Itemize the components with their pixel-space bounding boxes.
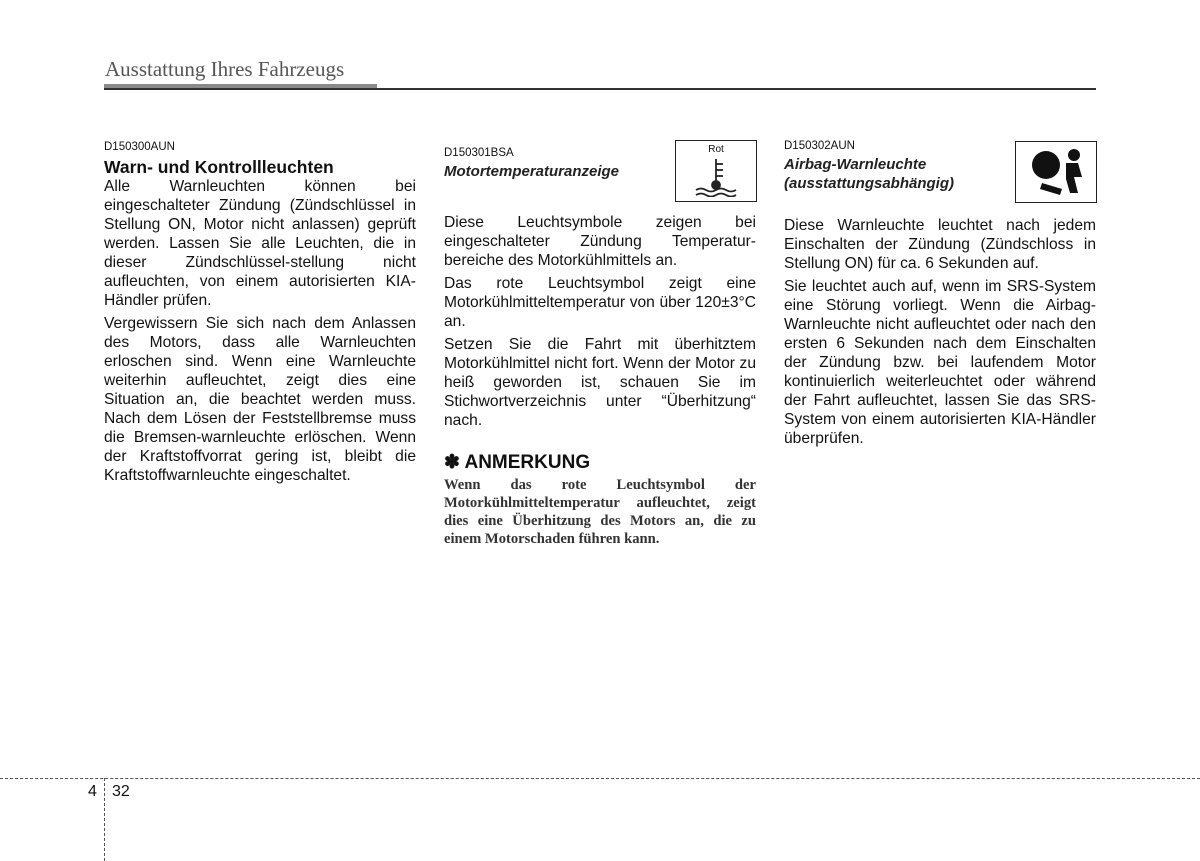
footer-rule xyxy=(0,778,1200,779)
airbag-warning-indicator xyxy=(1015,141,1097,203)
paragraph: Alle Warnleuchten können bei eingeschalteter Zündung (Zündschlüssel in Stellung ON, Motor nicht anlassen) geprüft werden. Lassen Sie alle Leuchten, die in dieser Zündschlüssel-stellung nicht aufleuchten, von einem autorisierten KIA-Händler prüfen. xyxy=(104,178,416,309)
paragraph: Diese Leuchtsymbole zeigen bei eingeschalteter Zündung Temperatur-bereiche des Motorkühlmittels an. xyxy=(444,214,756,269)
note-title: ✽ ANMERKUNG xyxy=(444,452,591,473)
section-heading: Motortemperaturanzeige xyxy=(444,163,620,180)
note-text: Wenn das rote Leuchtsymbol der Motorkühlmitteltemperatur aufleuchtet, zeigt dies eine Überhitzung des Motors an, die zu einem Motorschaden führen kann. xyxy=(444,477,756,547)
paragraph: Setzen Sie die Fahrt mit überhitztem Motorkühlmittel nicht fort. Wenn der Motor zu heiß geworden ist, schauen Sie im Stichwortverzeichnis unter “Überhitzung“ nach. xyxy=(444,336,756,429)
section-heading: Warn- und Kontrollleuchten xyxy=(104,157,334,177)
coolant-temperature-icon xyxy=(692,157,740,197)
section-code: D150302AUN xyxy=(784,140,855,152)
indicator-color-label: Rot xyxy=(708,144,724,155)
section-heading: Airbag-Warnleuchte (ausstattungsabhängig) xyxy=(784,156,955,192)
paragraph: Sie leuchtet auch auf, wenn im SRS-System eine Störung vorliegt. Wenn die Airbag-Warnleuchte nicht aufleuchtet oder nach den ersten 6 Sekunden nach dem Einschalten der Zündung bzw. bei laufendem Motor kontinuierlich weiterleuchtet oder während der Fahrt aufleuchtet, lassen Sie das SRS-System von einem autorisierten KIA-Händler überprüfen. xyxy=(784,278,1096,447)
airbag-warning-icon xyxy=(1022,145,1090,199)
header-rule xyxy=(104,88,1096,90)
footer-divider xyxy=(104,778,105,861)
section-warning-lights xyxy=(104,140,416,489)
section-code: D150300AUN xyxy=(104,141,175,153)
chapter-number: 4 xyxy=(88,783,97,800)
section-code: D150301BSA xyxy=(444,147,514,159)
paragraph: Diese Warnleuchte leuchtet nach jedem Einschalten der Zündung (Zündschloss in Stellung ON) für ca. 6 Sekunden auf. xyxy=(784,217,1096,272)
coolant-temperature-indicator xyxy=(675,140,757,202)
page-section-title: Ausstattung Ihres Fahrzeugs xyxy=(105,57,345,81)
page-number: 32 xyxy=(112,783,130,800)
paragraph: Das rote Leuchtsymbol zeigt eine Motorkühlmitteltemperatur von über 120±3°C an. xyxy=(444,275,756,330)
paragraph: Vergewissern Sie sich nach dem Anlassen des Motors, dass alle Warnleuchten erloschen sind. Wenn eine Warnleuchte weiterhin aufleuchtet, zeigt dies eine Situation an, die beachtet werden muss. Nach dem Lösen der Feststellbremse muss die Bremsen-warnleuchte erlöschen. Wenn der Kraftstoffvorrat gering ist, bleibt die Kraftstoffwarnleuchte eingeschaltet. xyxy=(104,315,416,484)
